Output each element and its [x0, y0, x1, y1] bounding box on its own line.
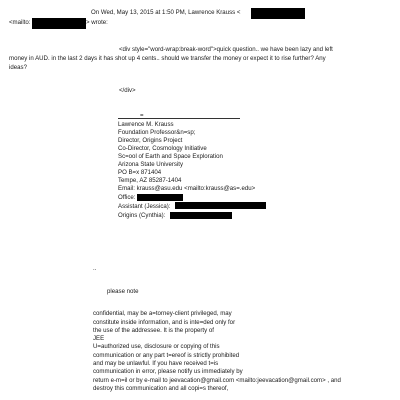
email-header-line: [91, 9, 240, 16]
signature-line: Foundation Professor&n=sp;: [118, 129, 196, 136]
mailto-suffix: > wrote:: [86, 19, 108, 26]
signature-dash: =: [140, 112, 144, 119]
disclaimer-line: and may be unlawful. If you have received t=is: [93, 360, 219, 367]
redaction-box: [170, 212, 232, 219]
message-line: ideas?: [9, 64, 27, 71]
signature-line: Lawrence M. Krauss: [118, 121, 174, 128]
message-line: <div style="word-wrap:break-word">quick question.. we have been lazy and left: [119, 46, 333, 53]
disclaimer-line: return e-m=il or by e-mail to jeevacation@gmail.com <mailto:jeevacation@gmail.com> , and: [93, 377, 341, 384]
signature-divider: [118, 118, 240, 119]
disclaimer-line: confidential, may be a=torney-client privileged, may: [93, 310, 232, 317]
div-close-tag: </div>: [119, 87, 136, 94]
ellipsis: ..: [93, 265, 97, 272]
signature-line: Tempe, AZ 85287-1404: [118, 177, 182, 184]
signature-line: Director, Origins Project: [118, 137, 183, 144]
signature-line: Email: krauss@asu.edu <mailto:krauss@as=.edu>: [118, 185, 256, 192]
disclaimer-line: communication or any part t=ereof is strictly prohibited: [93, 352, 240, 359]
signature-line-office: Office:: [118, 194, 136, 201]
header-text: On Wed, May 13, 2015 at 1:50 PM, Lawrence Krauss <: [91, 9, 241, 16]
note-text: please note: [107, 288, 139, 295]
disclaimer-line: destroy this communication and all copi=s thereof,: [93, 385, 229, 392]
redaction-box: [251, 8, 305, 19]
disclaimer-line: communication in error, please notify us immediately by: [93, 368, 243, 375]
signature-line: Co-Director, Cosmology Initiative: [118, 145, 207, 152]
signature-line: Sc=ool of Earth and Space Exploration: [118, 153, 223, 160]
disclaimer-line: the use of the addressee. It is the property of: [93, 327, 214, 334]
redaction-box: [32, 18, 86, 29]
message-line: money in AUD. in the last 2 days it has shot up 4 cents.. should we transfer the money or expect it to rise further? Any: [9, 55, 326, 62]
disclaimer-line: JEE: [93, 335, 105, 342]
redaction-box: [175, 202, 266, 209]
signature-line: Arizona State University: [118, 161, 184, 168]
redaction-box: [137, 194, 183, 201]
disclaimer-line: constitute inside information, and is inte=ded only for: [93, 319, 236, 326]
disclaimer-line: U=authorized use, disclosure or copying of this: [93, 343, 220, 350]
signature-line-assistant: Assistant (Jessica):: [118, 203, 171, 210]
mailto-prefix: <mailto:: [9, 19, 31, 26]
signature-line: PO B=x 871404: [118, 169, 162, 176]
signature-line-origins: Origins (Cynthia):: [118, 212, 166, 219]
